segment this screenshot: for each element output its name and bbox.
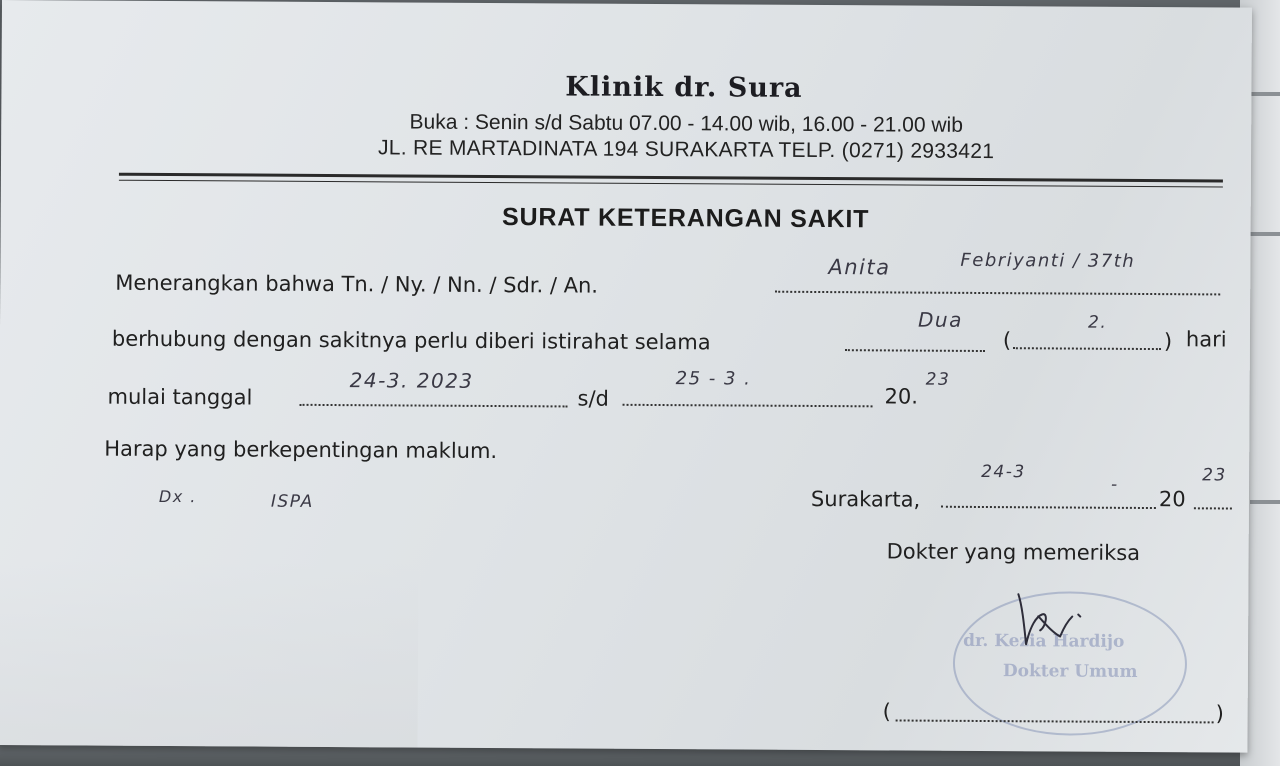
- sign-date-value: 24-3: [981, 461, 1026, 483]
- rest-days-dotted-line: [845, 349, 985, 352]
- clinic-address: JL. RE MARTADINATA 194 SURAKARTA TELP. (0271) 2933421: [377, 136, 995, 164]
- rest-days-number-line: [1013, 347, 1161, 350]
- shadow-area: [0, 560, 419, 748]
- end-date-line: [623, 404, 873, 408]
- closing-text: Harap yang berkepentingan maklum.: [104, 436, 498, 464]
- end-date-value: 25 - 3 .: [675, 368, 752, 390]
- diagnosis-value: ISPA: [270, 491, 314, 512]
- clinic-name: Klinik dr. Sura: [565, 71, 803, 104]
- paren-close: ): [1163, 329, 1173, 354]
- doctor-name-paren-open: (: [882, 699, 891, 724]
- city-label: Surakarta,: [810, 486, 921, 512]
- patient-age: Febriyanti / 37th: [960, 249, 1136, 272]
- until-label: s/d: [577, 386, 610, 411]
- patient-name: Anita: [828, 255, 891, 280]
- doctor-role: Dokter yang memeriksa: [886, 539, 1141, 565]
- patient-dotted-line: [775, 291, 1220, 296]
- doctor-name-paren-close: ): [1215, 701, 1224, 726]
- paren-open: (: [1002, 328, 1012, 353]
- document-title: SURAT KETERANGAN SAKIT: [502, 203, 870, 234]
- sign-date-dash: -: [1110, 474, 1119, 495]
- start-date-label: mulai tanggal: [107, 384, 253, 410]
- start-date-value: 24-3. 2023: [349, 368, 474, 393]
- sign-year-suffix: 23: [1202, 465, 1227, 486]
- stamp-title: Dokter Umum: [1002, 661, 1138, 682]
- rest-days-number: 2.: [1087, 312, 1108, 333]
- patient-label: Menerangkan bahwa Tn. / Ny. / Nn. / Sdr. / An.: [115, 270, 599, 298]
- rest-label: berhubung dengan sakitnya perlu diberi istirahat selama: [111, 326, 711, 355]
- stamp-name: dr. Kezia Hardijo: [963, 630, 1125, 652]
- opening-hours: Buka : Senin s/d Sabtu 07.00 - 14.00 wib, 16.00 - 21.00 wib: [409, 110, 964, 137]
- year-suffix: 23: [925, 369, 951, 390]
- sign-date-line: [941, 506, 1156, 509]
- days-label: hari: [1185, 327, 1227, 352]
- diagnosis-prefix: Dx .: [158, 486, 197, 507]
- year-prefix: 20.: [884, 384, 919, 409]
- start-date-line: [300, 404, 568, 408]
- doctor-signature: [1008, 586, 1098, 667]
- sign-year-line: [1194, 507, 1232, 509]
- rest-days-words: Dua: [917, 307, 963, 332]
- sign-year-prefix: 20: [1158, 487, 1186, 512]
